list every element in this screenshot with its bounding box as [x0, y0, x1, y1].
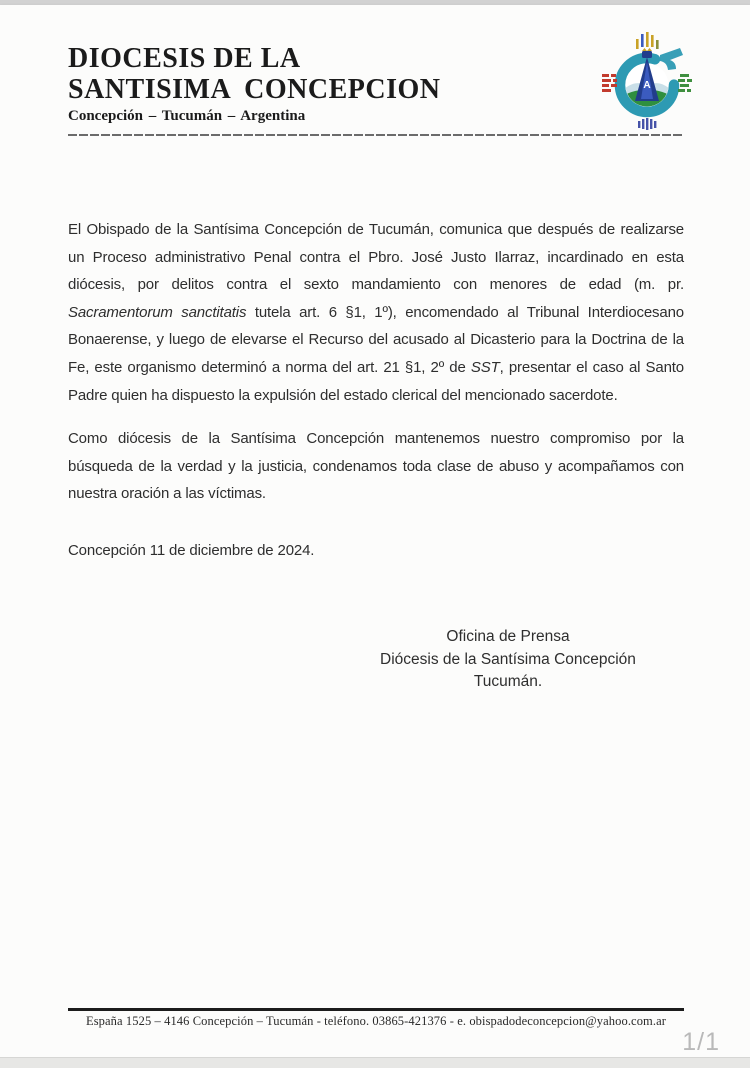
signature-line: Oficina de Prensa — [446, 628, 570, 645]
letter-page — [0, 5, 750, 1058]
diocese-crest-icon — [600, 31, 694, 133]
diocese-title — [68, 43, 684, 105]
crest-rays — [636, 32, 659, 49]
signature-block — [358, 626, 658, 694]
title-line-2: SANTISIMA CONCEPCION — [68, 74, 441, 105]
header-divider — [68, 134, 684, 136]
viewer-bottom-strip — [0, 1057, 750, 1068]
signature-line: Diócesis de la Santísima Concepción — [380, 650, 636, 668]
body-paragraphs — [68, 216, 684, 508]
letterhead — [68, 43, 684, 136]
footer-contact-info: España 1525 – 4146 Concepción – Tucumán - teléfono. 03865-421376 - e. obispadodeconcepcion@yahoo.com.ar — [85, 1014, 667, 1028]
footer-divider — [68, 1008, 684, 1011]
page-footer — [68, 1008, 684, 1029]
svg-text:A: A — [643, 80, 651, 91]
paragraph: El Obispado de la Santísima Concepción de Tucumán, comunica que después de realizarse un Proceso administrativo Penal contra el Pbro. José Justo Ilarraz, incardinado en esta diócesis, por delitos contra el sexto mandamiento con menores de edad (m. pr. Sacramentorum sanctitatis tutela art. 6 §1, 1º), encomendado al Tribunal Interdiocesano Bonaerense, y luego de elevarse el Recurso del acusado al Dicasterio para la Doctrina de la Fe, este organismo determinó a norma del art. 21 §1, 2º de SST, presentar el caso al Santo Padre quien ha dispuesto la expulsión del estado clerical del mencionado sacerdote. — [68, 221, 684, 404]
red-dashes — [602, 74, 617, 92]
title-line-1: DIOCESIS DE LA — [68, 43, 301, 74]
paragraph: Como diócesis de la Santísima Concepción mantenemos nuestro compromiso por la búsqueda de la verdad y la justicia, condenamos toda clase de abuso y acompañamos con nuestra oración a las víctimas. — [68, 430, 684, 503]
page-indicator: 1/1 — [682, 1028, 720, 1056]
bottom-bars — [638, 118, 656, 130]
letterhead-subtitle: Concepción – Tucumán – Argentina — [68, 108, 306, 124]
date-line: Concepción 11 de diciembre de 2024. — [68, 541, 315, 559]
letter-body — [68, 216, 684, 565]
green-dashes — [678, 74, 692, 92]
signature-line: Tucumán. — [473, 673, 543, 690]
